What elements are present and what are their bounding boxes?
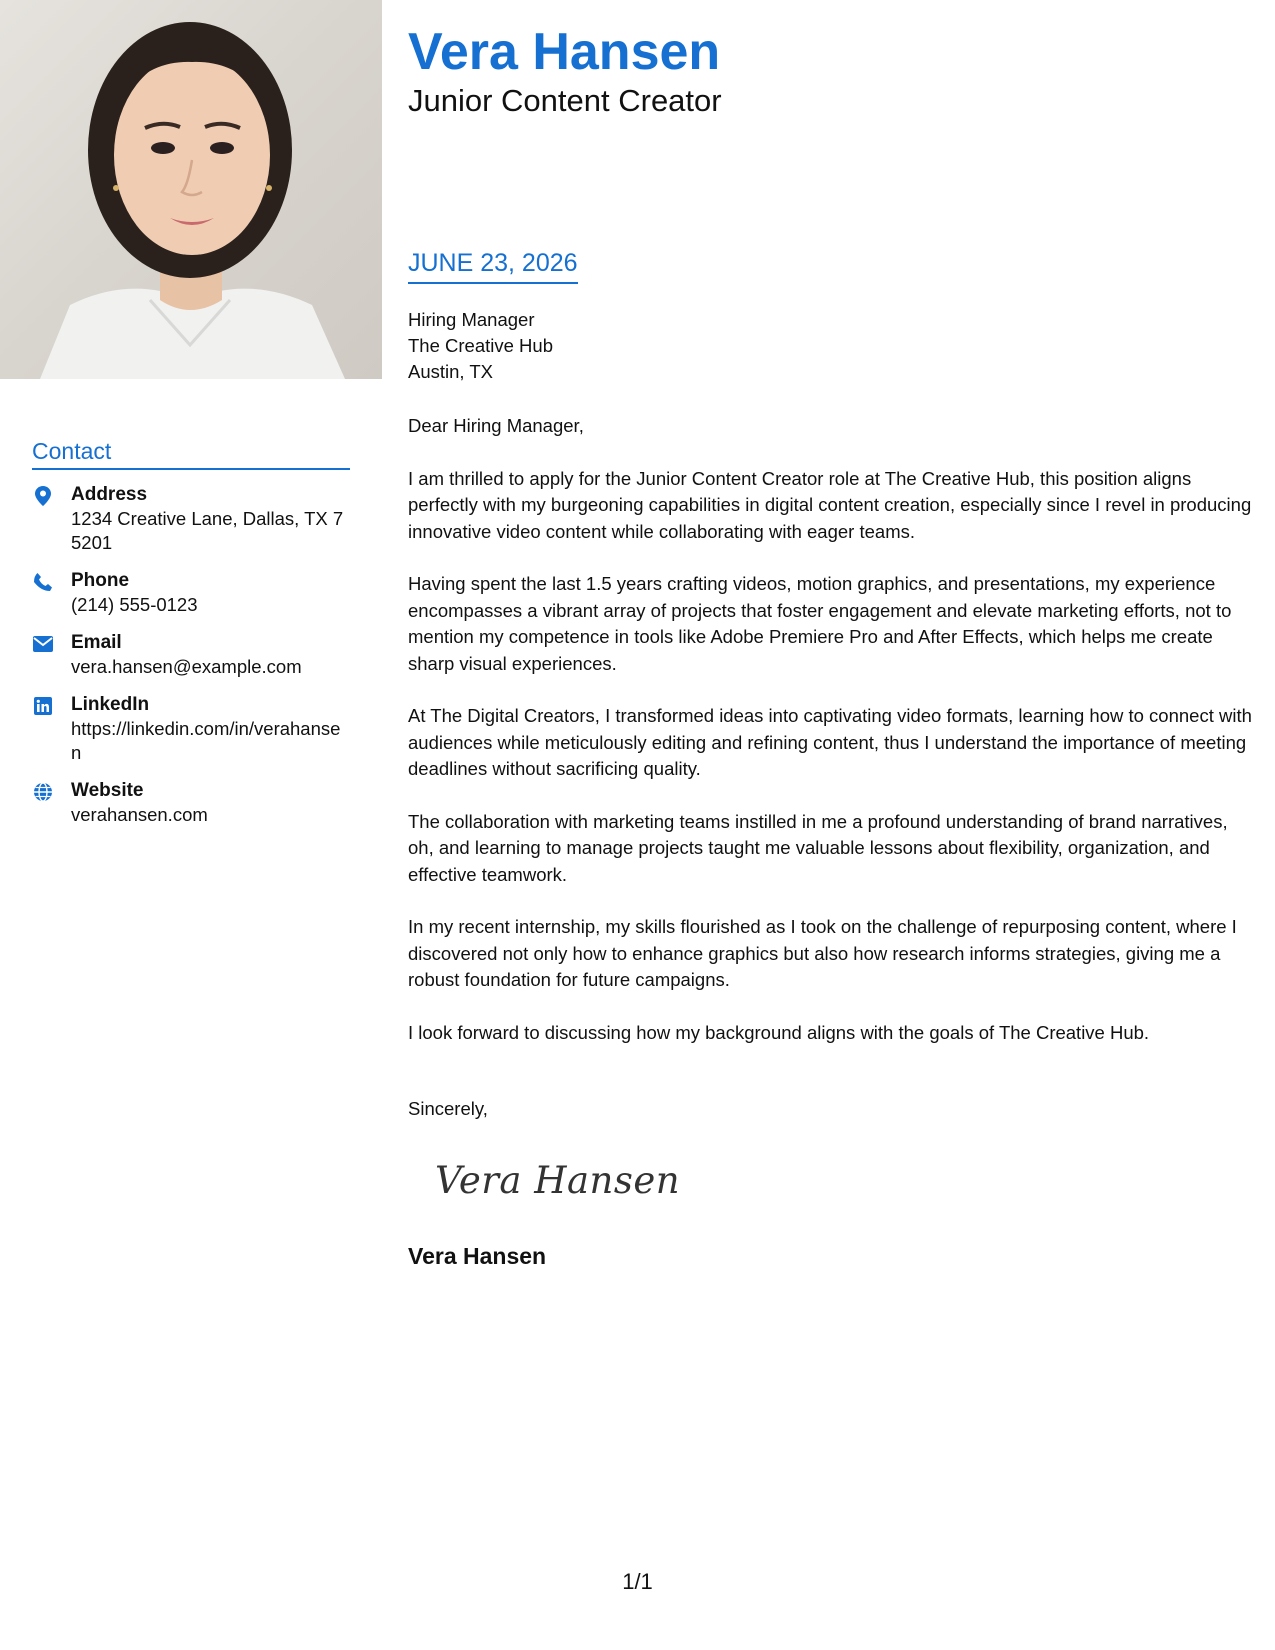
address-value: 1234 Creative Lane, Dallas, TX 75201 — [71, 508, 344, 553]
contact-label: LinkedIn — [71, 694, 150, 715]
contact-item-email — [32, 631, 350, 679]
letter-date: JUNE 23, 2026 — [408, 246, 578, 284]
body-paragraph: I look forward to discussing how my background aligns with the goals of The Creative Hub. — [408, 1021, 1150, 1043]
body-paragraph: I am thrilled to apply for the Junior Content Creator role at The Creative Hub, this position aligns perfectly with my burgeoning capabilities in digital content creation, especially since I revel in producing innovative video content while collaborating with eager teams. — [408, 467, 1252, 542]
phone-value[interactable]: (214) 555-0123 — [71, 594, 198, 615]
job-title: Junior Content Creator — [408, 83, 722, 118]
body-paragraph: In my recent internship, my skills flourished as I took on the challenge of repurposing content, where I discovered not only how to enhance graphics but also how research informs strategies, giving me a robust foundation for future campaigns. — [408, 916, 1237, 990]
email-value[interactable]: vera.hansen@example.com — [71, 656, 302, 677]
phone-icon — [32, 571, 54, 593]
linkedin-value[interactable]: https://linkedin.com/in/verahansen — [71, 718, 341, 763]
globe-icon — [32, 781, 54, 803]
body-paragraph: At The Digital Creators, I transformed ideas into captivating video formats, learning how to connect with audiences while meticulously editing and refining content, thus I understand the importance of meeting deadlines without sacrificing quality. — [408, 705, 1252, 779]
contact-item-linkedin — [32, 693, 350, 765]
contact-label: Phone — [71, 570, 130, 591]
profile-photo — [0, 0, 382, 379]
contact-heading: Contact — [32, 436, 350, 470]
portrait-illustration — [0, 0, 382, 379]
contact-label: Website — [71, 780, 144, 801]
applicant-name: Vera Hansen — [408, 23, 721, 81]
handwritten-signature: Vera Hansen — [435, 1159, 681, 1202]
contact-label: Address — [71, 484, 148, 505]
salutation: Dear Hiring Manager, — [408, 415, 584, 436]
contact-item-phone — [32, 569, 350, 617]
contact-item-address — [32, 483, 350, 555]
linkedin-icon — [32, 695, 54, 717]
letter-body — [408, 413, 1253, 1072]
recipient-line: The Creative Hub — [408, 335, 553, 356]
contact-item-website — [32, 779, 350, 827]
closing: Sincerely, — [408, 1098, 488, 1119]
contact-sidebar — [32, 436, 350, 841]
map-pin-icon — [32, 485, 54, 507]
recipient-block — [408, 307, 553, 385]
contact-label: Email — [71, 632, 122, 653]
signer-name: Vera Hansen — [408, 1243, 547, 1269]
website-value[interactable]: verahansen.com — [71, 804, 208, 825]
body-paragraph: Having spent the last 1.5 years crafting videos, motion graphics, and presentations, my experience encompasses a vibrant array of projects that foster engagement and elevate marketing efforts, not to mention my competence in tools like Adobe Premiere Pro and After Effects, which helps me create sharp visual experiences. — [408, 573, 1232, 674]
letter-header — [408, 22, 1253, 120]
page-number: 1/1 — [622, 1569, 653, 1594]
recipient-line: Hiring Manager — [408, 309, 535, 330]
recipient-line: Austin, TX — [408, 361, 494, 382]
envelope-icon — [32, 633, 54, 655]
body-paragraph: The collaboration with marketing teams instilled in me a profound understanding of brand narratives, oh, and learning to manage projects taught me valuable lessons about flexibility, organization, and effective teamwork. — [408, 810, 1228, 885]
